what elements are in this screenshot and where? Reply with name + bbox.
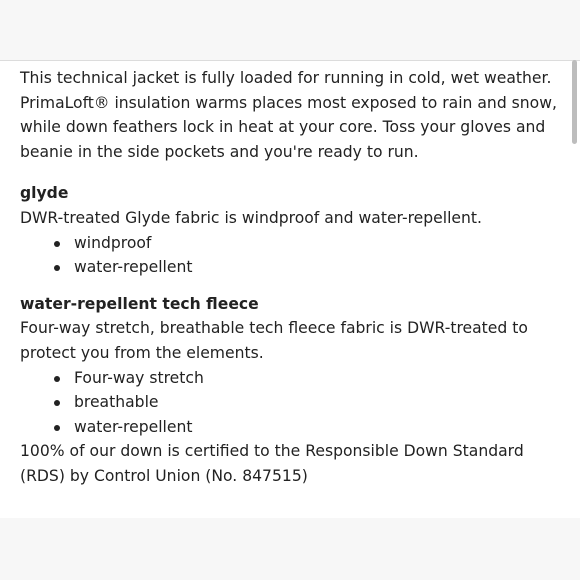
list-item <box>20 415 558 440</box>
section-text-tech-fleece: Four-way stretch, breathable tech fleece fabric is DWR-treated to protect you from the elements. <box>20 319 528 362</box>
list-item <box>20 366 558 391</box>
section-heading-tech-fleece: water-repellent tech fleece <box>20 294 259 313</box>
certification-footer: 100% of our down is certified to the Responsible Down Standard (RDS) by Control Union (No. 847515) <box>20 442 524 485</box>
list-item <box>20 390 558 415</box>
scrollbar-thumb[interactable] <box>572 60 577 144</box>
product-description-panel <box>0 60 580 518</box>
list-item <box>20 231 558 256</box>
feature-list-tech-fleece <box>20 366 558 440</box>
list-item-text: water-repellent <box>74 417 193 436</box>
bullet-icon <box>54 241 60 247</box>
list-item-text: breathable <box>74 393 159 412</box>
bullet-icon <box>54 425 60 431</box>
description-intro: This technical jacket is fully loaded for running in cold, wet weather. PrimaLoft® insulation warms places most exposed to rain and snow, while down feathers lock in heat at your core. Toss your gloves and beanie in the side pockets and you're ready to run. <box>20 69 557 161</box>
list-item-text: Four-way stretch <box>74 368 204 387</box>
list-item-text: water-repellent <box>74 258 193 277</box>
section-heading-glyde: glyde <box>20 184 69 203</box>
section-text-glyde: DWR-treated Glyde fabric is windproof and water-repellent. <box>20 208 482 227</box>
bullet-icon <box>54 400 60 406</box>
list-item-text: windproof <box>74 233 152 252</box>
bullet-icon <box>54 265 60 271</box>
top-divider <box>0 60 580 61</box>
list-item <box>20 255 558 280</box>
feature-list-glyde <box>20 231 558 280</box>
bullet-icon <box>54 376 60 382</box>
